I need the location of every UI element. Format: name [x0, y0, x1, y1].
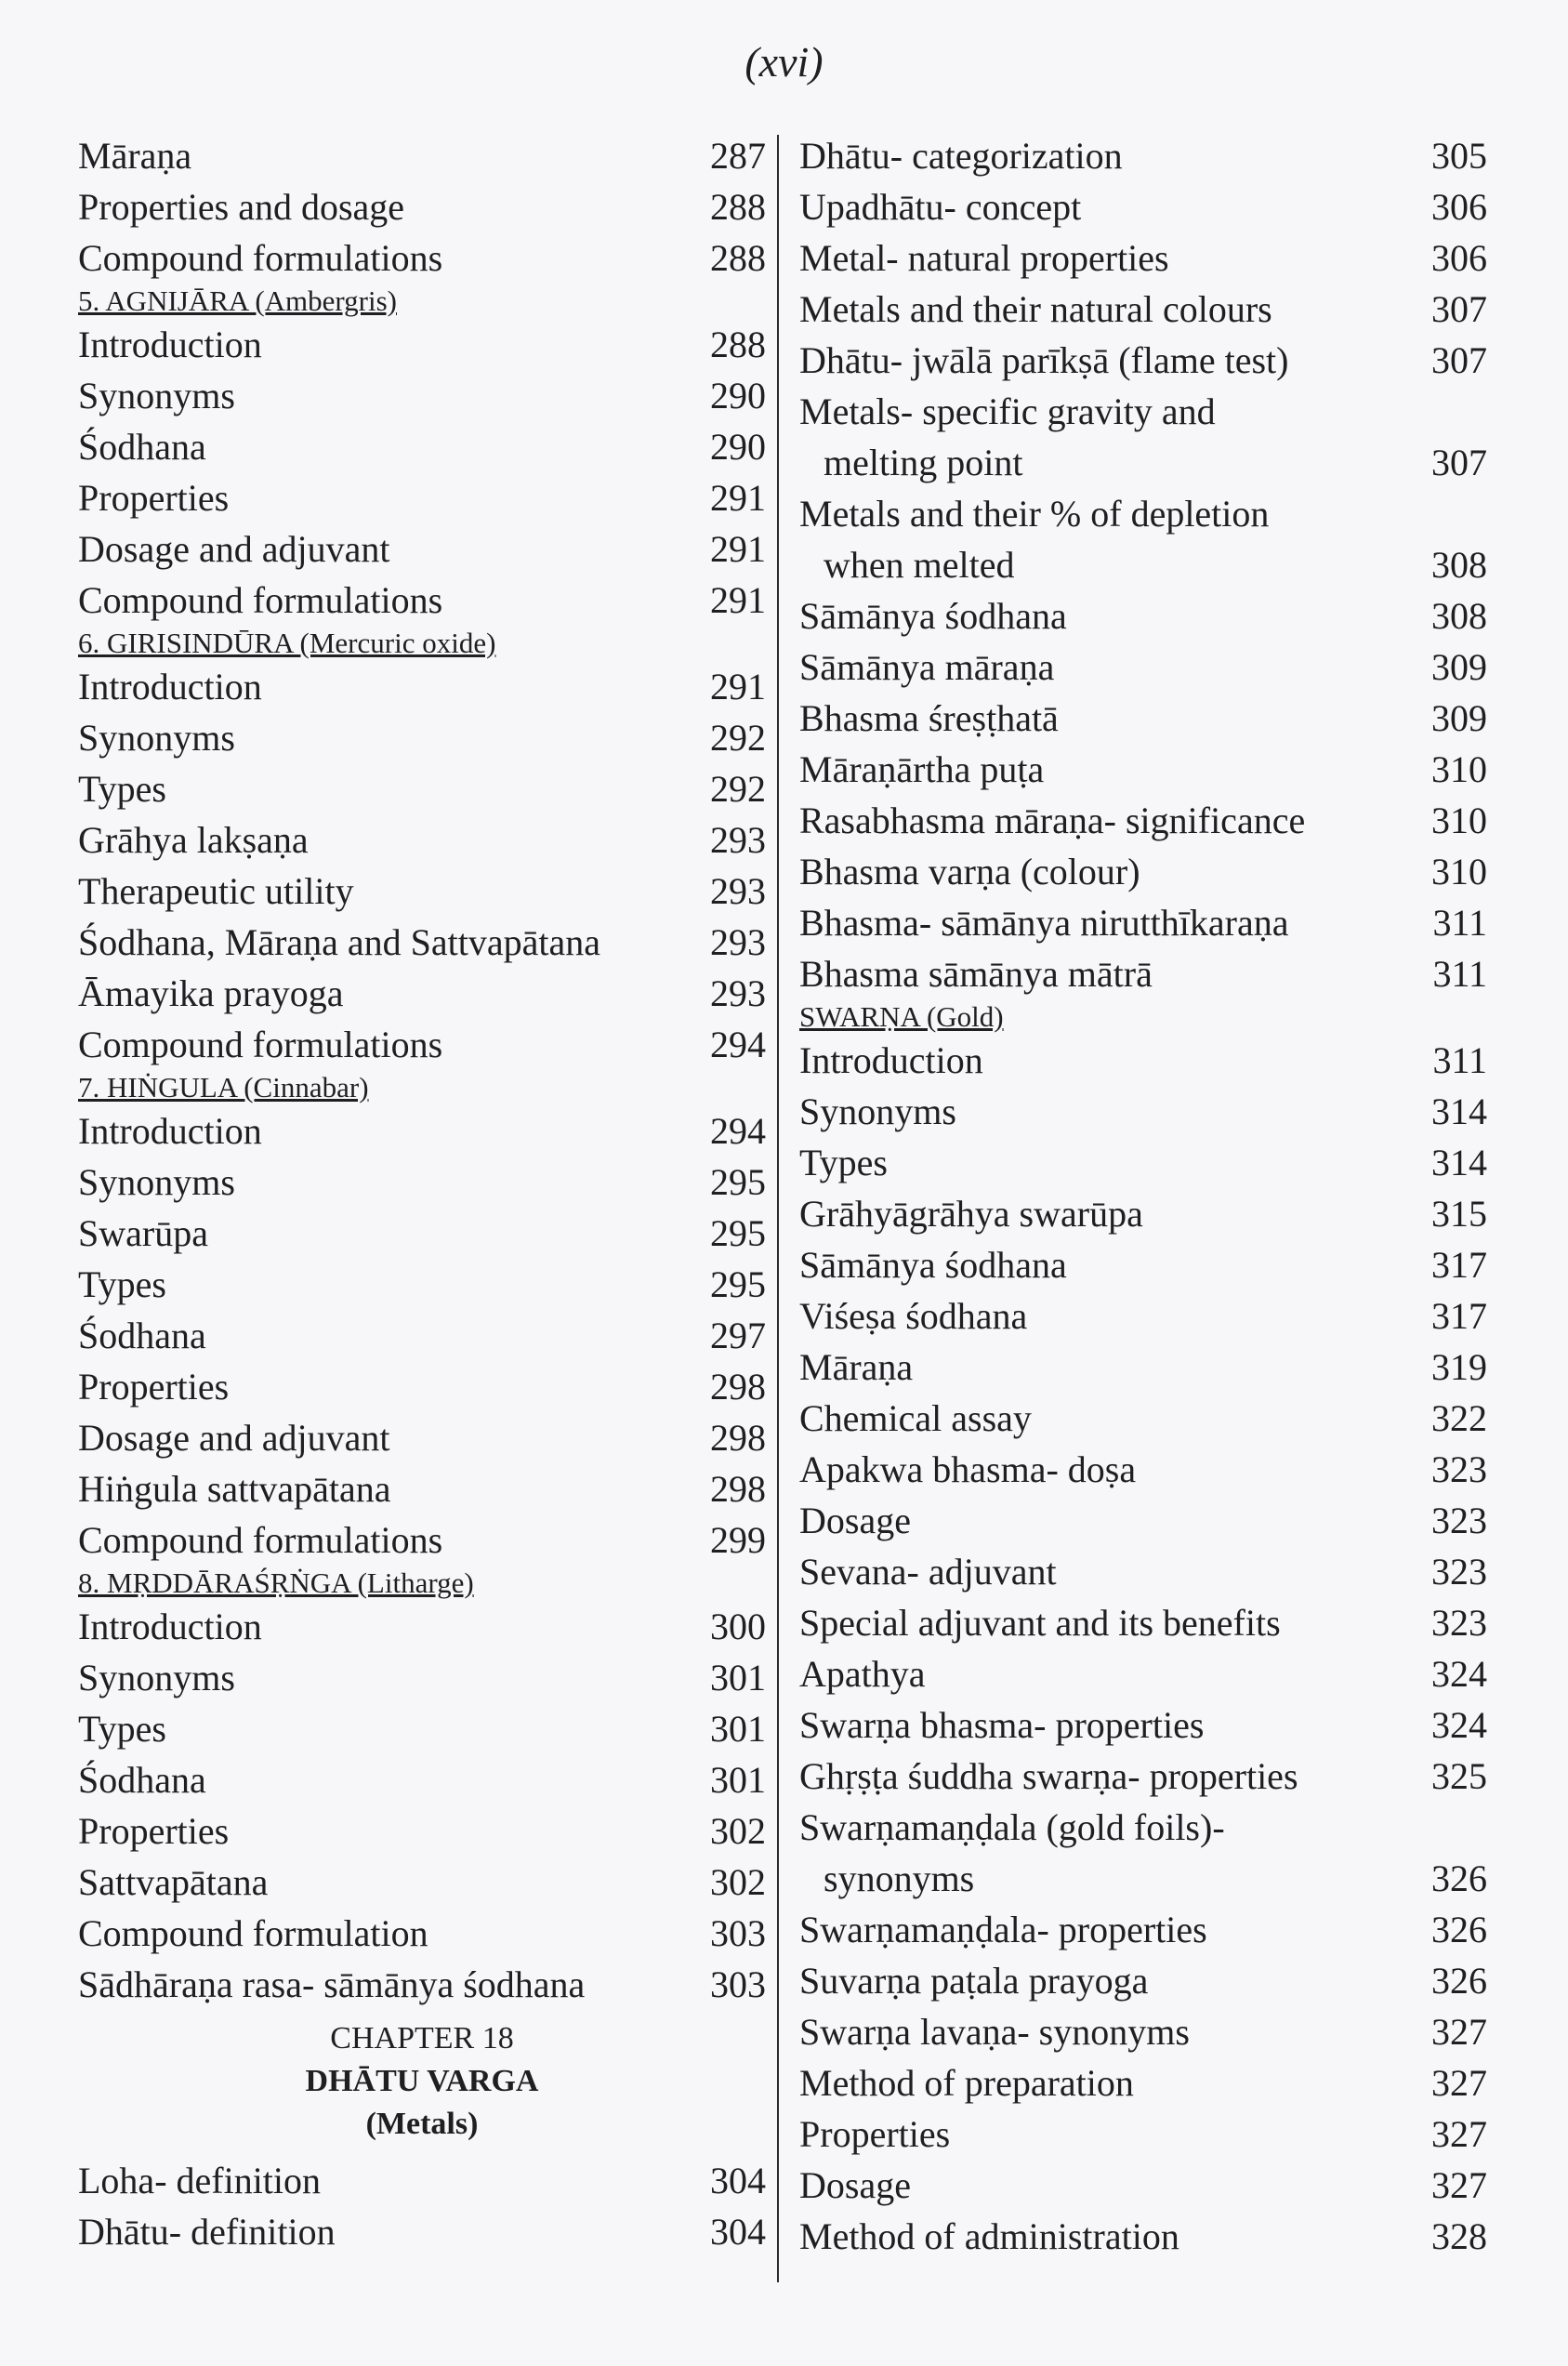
toc-entry	[78, 866, 766, 917]
page-header: (xvi)	[744, 38, 824, 86]
toc-entry-title: Types	[78, 1263, 166, 1305]
toc-entry-title: Compound formulations	[78, 579, 443, 621]
toc-entry-page: 328	[1431, 2215, 1487, 2257]
toc-entry	[78, 763, 766, 814]
toc-entry	[78, 1514, 766, 1566]
toc-entry-title: Dhātu- categorization	[799, 135, 1123, 177]
toc-entry	[799, 1802, 1487, 1853]
toc-entry-title: Ghṛṣṭa śuddha swarṇa- properties	[799, 1755, 1298, 1797]
toc-entry-page: 323	[1431, 1602, 1487, 1644]
toc-entry-title: Compound formulations	[78, 1519, 443, 1561]
toc-entry	[78, 1105, 766, 1157]
toc-entry-page: 292	[710, 768, 766, 810]
toc-entry	[78, 1908, 766, 1959]
toc-entry-title: Synonyms	[799, 1090, 956, 1132]
toc-entry	[799, 846, 1487, 897]
toc-entry-page: 295	[710, 1161, 766, 1203]
toc-entry	[78, 712, 766, 763]
toc-entry	[799, 948, 1487, 999]
toc-entry-page: 311	[1432, 902, 1487, 944]
toc-entry-title: Dhātu- definition	[78, 2211, 336, 2253]
toc-entry	[78, 968, 766, 1019]
toc-section-heading: 6. GIRISINDŪRA (Mercuric oxide)	[78, 627, 496, 659]
toc-entry	[78, 917, 766, 968]
toc-entry-title: Synonyms	[78, 1161, 235, 1203]
toc-entry-page: 309	[1431, 697, 1487, 739]
toc-entry	[799, 1137, 1487, 1188]
toc-entry-page: 325	[1431, 1755, 1487, 1797]
toc-entry-title: synonyms	[824, 1857, 975, 1899]
toc-entry-page: 298	[710, 1468, 766, 1510]
toc-entry	[799, 2057, 1487, 2108]
toc-entry-title: Introduction	[799, 1039, 983, 1081]
toc-entry	[78, 1703, 766, 1754]
toc-entry	[799, 1035, 1487, 1086]
toc-entry-page: 306	[1431, 186, 1487, 228]
toc-entry-title: Bhasma sāmānya mātrā	[799, 953, 1153, 995]
toc-entry	[78, 1601, 766, 1652]
toc-entry	[799, 1904, 1487, 1955]
toc-entry	[78, 1463, 766, 1514]
toc-entry	[799, 1239, 1487, 1290]
toc-entry-title: Śodhana, Māraṇa and Sattvapātana	[78, 921, 601, 963]
toc-entry-page: 304	[710, 2211, 766, 2253]
toc-entry-title: Introduction	[78, 1606, 262, 1647]
toc-entry-page: 300	[710, 1606, 766, 1647]
toc-entry-title: Special adjuvant and its benefits	[799, 1602, 1281, 1644]
toc-entry	[78, 1959, 766, 2010]
toc-entry	[799, 181, 1487, 232]
toc-entry-title: Properties	[799, 2113, 951, 2155]
toc-entry-page: 303	[710, 1963, 766, 2005]
toc-entry-page: 294	[710, 1110, 766, 1152]
toc-entry	[799, 2211, 1487, 2262]
toc-entry-title: Bhasma- sāmānya nirutthīkaraṇa	[799, 902, 1289, 944]
toc-entry-page: 327	[1431, 2011, 1487, 2053]
toc-entry	[799, 590, 1487, 641]
toc-entry-title: Properties and dosage	[78, 186, 405, 228]
toc-entry-title: Māraṇa	[78, 135, 192, 177]
toc-entry-title: Sevana- adjuvant	[799, 1551, 1057, 1593]
toc-entry	[799, 2160, 1487, 2211]
toc-entry	[799, 335, 1487, 386]
toc-entry-page: 302	[710, 1810, 766, 1852]
toc-entry	[78, 1652, 766, 1703]
toc-entry-title: Dosage and adjuvant	[78, 1417, 390, 1459]
toc-entry-title: Rasabhasma māraṇa- significance	[799, 800, 1306, 841]
toc-entry-page: 294	[710, 1024, 766, 1065]
toc-entry	[78, 1805, 766, 1857]
toc-section-heading: 7. HIṄGULA (Cinnabar)	[78, 1071, 369, 1104]
toc-entry-title: Compound formulations	[78, 1024, 443, 1065]
toc-entry	[78, 814, 766, 866]
toc-entry-page: 288	[710, 237, 766, 279]
toc-entry-page: 309	[1431, 646, 1487, 688]
toc-entry-page: 291	[710, 477, 766, 519]
toc-entry	[799, 2108, 1487, 2160]
toc-entry-title: Bhasma śreṣṭhatā	[799, 697, 1059, 739]
toc-entry	[799, 386, 1487, 437]
toc-entry-title: Metals and their % of depletion	[799, 493, 1270, 535]
toc-entry-page: 307	[1431, 339, 1487, 381]
toc-entry-page: 314	[1431, 1090, 1487, 1132]
toc-entry	[78, 1310, 766, 1361]
toc-entry-page: 291	[710, 579, 766, 621]
toc-entry-title: Swarūpa	[78, 1212, 208, 1254]
toc-entry	[799, 1495, 1487, 1546]
toc-entry-page: 317	[1431, 1295, 1487, 1337]
toc-entry-title: Upadhātu- concept	[799, 186, 1082, 228]
column-divider	[777, 135, 779, 2282]
toc-entry	[799, 897, 1487, 948]
toc-entry-page: 327	[1431, 2113, 1487, 2155]
toc-entry	[78, 181, 766, 232]
toc-entry-page: 327	[1431, 2062, 1487, 2104]
toc-entry	[78, 319, 766, 370]
toc-entry	[799, 1342, 1487, 1393]
toc-entry-page: 293	[710, 819, 766, 861]
toc-entry-title: Dosage	[799, 1500, 911, 1541]
toc-entry	[78, 232, 766, 284]
toc-entry-page: 327	[1431, 2164, 1487, 2206]
chapter-heading-line1: CHAPTER 18	[330, 2021, 514, 2055]
toc-entry-title: Bhasma varṇa (colour)	[799, 851, 1140, 892]
toc-entry	[799, 130, 1487, 181]
toc-entry-page: 324	[1431, 1704, 1487, 1746]
toc-section-heading: 8. MṚDDĀRAŚṚṄGA (Litharge)	[78, 1566, 474, 1599]
toc-entry-title: Synonyms	[78, 1657, 235, 1698]
toc-entry-title: Apakwa bhasma- doṣa	[799, 1448, 1137, 1490]
toc-entry-page: 301	[710, 1657, 766, 1698]
toc-entry-page: 323	[1431, 1500, 1487, 1541]
toc-entry-title: Metals and their natural colours	[799, 288, 1272, 330]
toc-entry	[78, 1412, 766, 1463]
toc-entry	[799, 284, 1487, 335]
toc-entry	[799, 1444, 1487, 1495]
toc-entry-title: Compound formulations	[78, 237, 443, 279]
toc-entry-title: Sādhāraṇa rasa- sāmānya śodhana	[78, 1963, 586, 2005]
toc-entry	[799, 2006, 1487, 2057]
toc-entry-page: 298	[710, 1366, 766, 1408]
toc-entry-page: 310	[1431, 748, 1487, 790]
toc-entry-page: 291	[710, 666, 766, 707]
toc-entry-page: 311	[1432, 953, 1487, 995]
toc-entry	[799, 1955, 1487, 2006]
toc-entry-page: 308	[1431, 595, 1487, 637]
toc-entry-page: 310	[1431, 800, 1487, 841]
toc-entry-page: 293	[710, 870, 766, 912]
toc-entry	[799, 1086, 1487, 1137]
toc-entry	[78, 1857, 766, 1908]
toc-entry-title: Viśeṣa śodhana	[799, 1295, 1028, 1337]
toc-entry-title: Introduction	[78, 324, 262, 365]
toc-entry-title: Swarṇamaṇḍala- properties	[799, 1909, 1207, 1950]
toc-entry-page: 305	[1431, 135, 1487, 177]
toc-entry	[799, 795, 1487, 846]
toc-entry	[799, 1290, 1487, 1342]
toc-entry	[78, 1754, 766, 1805]
toc-entry-title: Grāhyāgrāhya swarūpa	[799, 1193, 1143, 1235]
toc-entry-page: 308	[1431, 544, 1487, 586]
toc-entry-page: 295	[710, 1263, 766, 1305]
toc-entry	[799, 1648, 1487, 1699]
toc-entry-page: 291	[710, 528, 766, 570]
toc-entry-title: Types	[78, 1708, 166, 1750]
toc-entry	[799, 1188, 1487, 1239]
toc-entry-page: 323	[1431, 1551, 1487, 1593]
toc-entry	[799, 1699, 1487, 1751]
chapter-heading	[78, 2010, 766, 2155]
toc-entry-page: 299	[710, 1519, 766, 1561]
toc-entry-title: Dosage	[799, 2164, 911, 2206]
toc-entry-title: Suvarṇa paṭala prayoga	[799, 1960, 1149, 2002]
toc-entry	[799, 1546, 1487, 1597]
toc-entry-page: 303	[710, 1912, 766, 1954]
toc-entry-page: 310	[1431, 851, 1487, 892]
toc-entry	[78, 1208, 766, 1259]
toc-entry	[799, 1751, 1487, 1802]
toc-entry	[799, 232, 1487, 284]
toc-entry-page: 304	[710, 2160, 766, 2201]
toc-entry-page: 319	[1431, 1346, 1487, 1388]
toc-entry-title: Māraṇārtha puṭa	[799, 748, 1045, 790]
toc-entry-page: 293	[710, 972, 766, 1014]
toc-entry	[78, 1259, 766, 1310]
toc-entry-title: Śodhana	[78, 1315, 206, 1356]
toc-entry-title: Metals- specific gravity and	[799, 390, 1216, 432]
toc-entry-page: 323	[1431, 1448, 1487, 1490]
toc-entry-page: 315	[1431, 1193, 1487, 1235]
toc-entry	[799, 488, 1487, 539]
toc-entry-title: Sāmānya śodhana	[799, 595, 1067, 637]
toc-entry-title: Method of preparation	[799, 2062, 1134, 2104]
toc-entry-title: Hiṅgula sattvapātana	[78, 1468, 391, 1510]
toc-entry-title: Chemical assay	[799, 1397, 1032, 1439]
toc-entry	[799, 693, 1487, 744]
toc-entry-title: Śodhana	[78, 1759, 206, 1801]
toc-entry-title: Properties	[78, 1810, 230, 1852]
toc-entry-page: 288	[710, 324, 766, 365]
toc-entry-title: Apathya	[799, 1653, 926, 1695]
toc-entry	[78, 575, 766, 626]
chapter-heading-line3: (Metals)	[365, 2107, 479, 2141]
toc-entry-title: Types	[78, 768, 166, 810]
toc-entry-title: Māraṇa	[799, 1346, 914, 1388]
toc-entry-page: 302	[710, 1861, 766, 1903]
toc-entry-title: Types	[799, 1142, 888, 1183]
toc-entry-page: 295	[710, 1212, 766, 1254]
toc-entry-page: 317	[1431, 1244, 1487, 1286]
toc-entry-title: Synonyms	[78, 375, 235, 416]
toc-entry-page: 311	[1432, 1039, 1487, 1081]
toc-entry-page: 326	[1431, 1960, 1487, 2002]
toc-entry-page: 290	[710, 426, 766, 468]
toc-entry-page: 292	[710, 717, 766, 759]
toc-entry-page: 326	[1431, 1909, 1487, 1950]
toc-entry-title: Dosage and adjuvant	[78, 528, 390, 570]
toc-entry-title: Therapeutic utility	[78, 870, 354, 912]
toc-entry-title: Sattvapātana	[78, 1861, 269, 1903]
toc-entry	[78, 1019, 766, 1070]
toc-entry-page: 314	[1431, 1142, 1487, 1183]
toc-entry	[78, 370, 766, 421]
toc-entry-title: Swarṇamaṇḍala (gold foils)-	[799, 1806, 1225, 1848]
toc-entry-title: Introduction	[78, 1110, 262, 1152]
toc-entry-page: 287	[710, 135, 766, 177]
toc-entry-title: Śodhana	[78, 426, 206, 468]
toc-entry-page: 326	[1431, 1857, 1487, 1899]
toc-entry-title: Swarṇa lavaṇa- synonyms	[799, 2011, 1190, 2053]
toc-entry	[799, 437, 1487, 488]
toc-entry-page: 290	[710, 375, 766, 416]
toc-entry	[78, 421, 766, 472]
toc-section-heading: SWARṆA (Gold)	[799, 1000, 1004, 1033]
toc-entry	[799, 744, 1487, 795]
toc-entry	[799, 641, 1487, 693]
toc-entry-title: Compound formulation	[78, 1912, 428, 1954]
toc-entry-title: Sāmānya māraṇa	[799, 646, 1055, 688]
toc-entry-page: 288	[710, 186, 766, 228]
toc-entry-title: Grāhya lakṣaṇa	[78, 819, 309, 861]
chapter-heading-line2: DHĀTU VARGA	[305, 2064, 539, 2098]
toc-entry-page: 324	[1431, 1653, 1487, 1695]
toc-entry-title: Dhātu- jwālā parīkṣā (flame test)	[799, 339, 1289, 381]
toc-entry-title: Properties	[78, 477, 230, 519]
toc-entry	[799, 539, 1487, 590]
toc-entry	[799, 1853, 1487, 1904]
toc-entry	[78, 523, 766, 575]
toc-entry	[78, 472, 766, 523]
right-column	[799, 130, 1487, 2262]
toc-entry-title: Loha- definition	[78, 2160, 322, 2201]
toc-entry-page: 301	[710, 1759, 766, 1801]
toc-entry-title: when melted	[824, 544, 1015, 586]
toc-entry-title: Properties	[78, 1366, 230, 1408]
toc-entry-page: 307	[1431, 288, 1487, 330]
toc-entry	[78, 1157, 766, 1208]
toc-entry-title: melting point	[824, 442, 1023, 483]
toc-entry-title: Introduction	[78, 666, 262, 707]
toc-entry	[78, 2155, 766, 2206]
toc-entry	[78, 2206, 766, 2257]
toc-entry-title: Metal- natural properties	[799, 237, 1169, 279]
toc-entry-page: 307	[1431, 442, 1487, 483]
toc-entry	[799, 1393, 1487, 1444]
toc-entry	[78, 661, 766, 712]
toc-entry-page: 297	[710, 1315, 766, 1356]
toc-section-heading: 5. AGNIJĀRA (Ambergris)	[78, 284, 397, 317]
toc-entry-title: Synonyms	[78, 717, 235, 759]
toc-entry-title: Sāmānya śodhana	[799, 1244, 1067, 1286]
left-column	[78, 130, 766, 2257]
toc-entry	[799, 1597, 1487, 1648]
toc-entry-page: 301	[710, 1708, 766, 1750]
toc-entry-title: Āmayika prayoga	[78, 972, 344, 1014]
toc-entry	[78, 130, 766, 181]
toc-entry-title: Method of administration	[799, 2215, 1179, 2257]
toc-entry	[78, 1361, 766, 1412]
toc-entry-page: 306	[1431, 237, 1487, 279]
toc-entry-title: Swarṇa bhasma- properties	[799, 1704, 1205, 1746]
toc-entry-page: 293	[710, 921, 766, 963]
toc-entry-page: 322	[1431, 1397, 1487, 1439]
toc-entry-page: 298	[710, 1417, 766, 1459]
